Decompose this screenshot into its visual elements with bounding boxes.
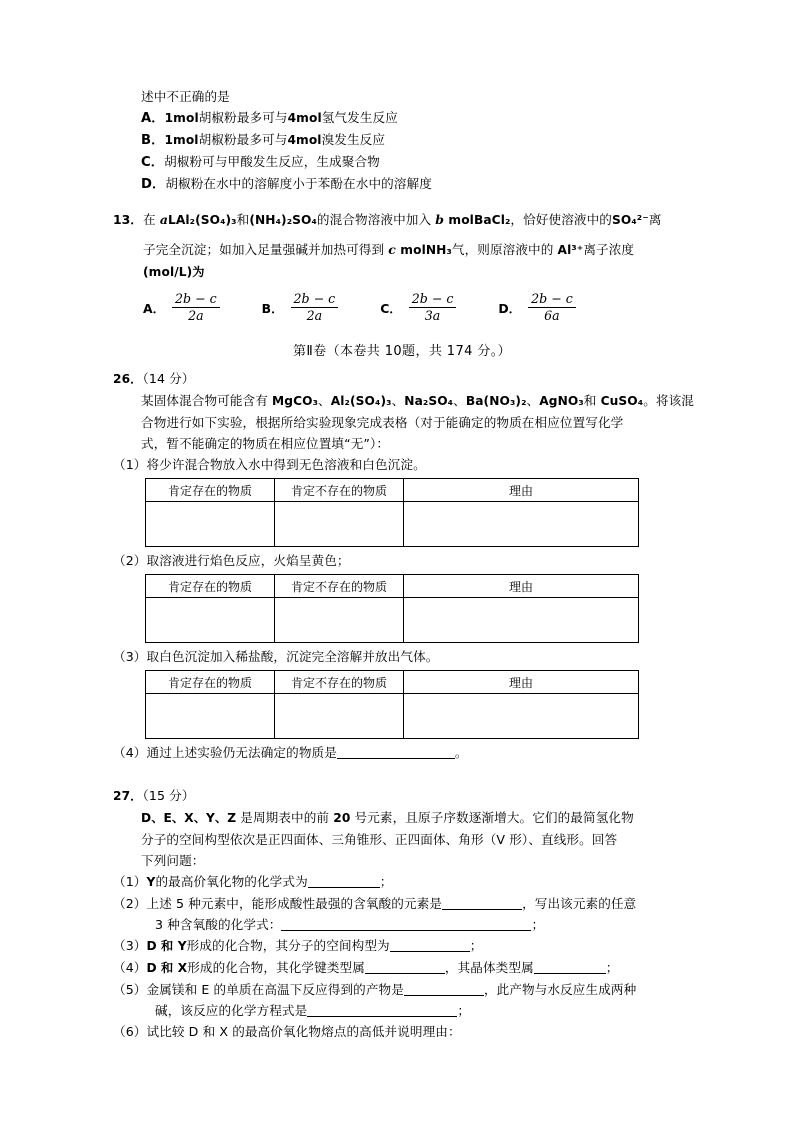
question-13-number: 13．: [113, 212, 143, 227]
q13-option-b: [262, 292, 339, 323]
q27-item-4-symbols: D 和 X: [146, 961, 188, 976]
q12-option-d-label: D．: [141, 177, 166, 192]
q13-l2-italic: c: [388, 242, 396, 257]
q13-stem-line-2: [143, 239, 691, 261]
q13-l2-c: 离子浓度: [583, 242, 635, 257]
q27-item-2-text-a: 上述 5 种元素中，能形成酸性最强的含氧酸的元素是: [146, 896, 443, 912]
q27-item-1-num: （1）: [113, 874, 147, 890]
answer-cell-reason[interactable]: [404, 598, 639, 643]
q13-option-c-fraction: [409, 292, 457, 323]
q27-item-2-text-b: ，写出该元素的任意: [522, 896, 637, 912]
q27-item-2-cont: [113, 914, 691, 935]
q27-item-1-symbol: Y: [146, 875, 156, 890]
spacer: [113, 195, 691, 209]
q12-option-b-label: B．: [141, 133, 165, 148]
q26-heading: [113, 368, 691, 390]
q13-option-b-denominator: 2a: [291, 307, 339, 323]
q27-item-1: [113, 871, 691, 893]
q27-heading: [113, 785, 691, 807]
q27-item-5-text-b: ，此产物与水反应生成两种: [483, 982, 637, 998]
q27-item-2-answer-blank-1[interactable]: [442, 896, 522, 910]
table-header-exists: 肯定存在的物质: [146, 575, 275, 598]
q13-option-a-numerator: 2b − c: [174, 291, 217, 306]
q27-item-5-cont-b: ；: [457, 1003, 471, 1019]
q27-item-2-cont-a: 3 种含氧酸的化学式：: [155, 917, 282, 933]
q27-stem-number: 20: [333, 811, 351, 826]
table-header-not-exists: 肯定不存在的物质: [275, 575, 404, 598]
question-13-block: [113, 209, 691, 323]
q27-item-4-num: （4）: [113, 960, 147, 976]
q13-option-c-numerator: 2b − c: [411, 291, 454, 306]
q13-stem-line-3: [143, 261, 691, 283]
q26-item-3-text: 取白色沉淀加入稀盐酸，沉淀完全溶解并放出气体。: [146, 649, 439, 665]
q26-stem-line-1: 某固体混合物可能含有 MgCO₃、Al₂(SO₄)₃、Na₂SO₄、Ba(NO₃)₂、AgNO₃和 CuSO₄。将该混: [141, 393, 694, 409]
q26-stem-line-2: 合物进行如下实验，根据所给实验现象完成表格（对于能确定的物质在相应位置写化学: [141, 415, 624, 431]
q26-item-4-text: 通过上述实验仍无法确定的物质是: [146, 745, 337, 761]
q27-item-6: [113, 1021, 691, 1042]
q26-item-1-text: 将少许混合物放入水中得到无色溶液和白色沉淀。: [146, 457, 426, 473]
q27-item-4-text-a: 形成的化合物，其化学键类型属: [187, 960, 365, 976]
q13-option-c-label: C．: [380, 300, 402, 316]
table-header-exists: 肯定存在的物质: [146, 479, 275, 502]
q12-option-a-amount2: 4mol: [287, 111, 322, 125]
q27-item-5-cont-a: 碱，该反应的化学方程式是: [155, 1003, 308, 1019]
q27-stem-a: 是周期表中的前: [236, 810, 334, 826]
table-header-reason: 理由: [404, 575, 639, 598]
q13-l2-chem-a: molNH₃: [395, 243, 452, 257]
q26-item-4: [113, 742, 691, 763]
question-13-body: [143, 209, 691, 323]
q26-formula-2: Al₂(SO₄)₃: [330, 394, 392, 409]
q26-item-4-num: （4）: [113, 745, 147, 761]
q27-item-3-text: 形成的化合物，其分子的空间构型为: [186, 938, 390, 954]
q27-item-3: [113, 935, 691, 957]
q12-option-a-amount1: 1mol: [164, 111, 199, 125]
page-content: [113, 86, 694, 1042]
q13-option-b-numerator: 2b − c: [293, 291, 336, 306]
q13-option-d-numerator: 2b − c: [531, 291, 573, 306]
q27-item-6-num: （6）: [113, 1024, 147, 1040]
table-row: [146, 502, 639, 547]
q13-option-c-denominator: 3a: [409, 307, 457, 323]
q27-score: （15 分）: [142, 788, 195, 804]
answer-cell-exists[interactable]: [146, 694, 275, 739]
q27-item-4: [113, 957, 691, 979]
q26-item-4-answer-blank[interactable]: [337, 745, 455, 759]
q26-stem-post: 。将该混: [643, 393, 694, 409]
answer-cell-reason[interactable]: [404, 694, 639, 739]
q26-stem-line-3: 式，暂不能确定的物质在相应位置填“无”）：: [141, 436, 390, 452]
q27-item-1-suffix: ；: [379, 874, 393, 890]
q27-number: 27．: [113, 789, 143, 804]
q12-option-d-text: 胡椒粉在水中的溶解度小于苯酚在水中的溶解度: [165, 176, 432, 191]
q27-item-1-answer-blank[interactable]: [308, 874, 380, 888]
q13-l1-italic-b: b: [435, 212, 445, 227]
q13-l3: (mol/L)为: [143, 265, 205, 279]
q27-item-5-text-a: 金属镁和 E 的单质在高温下反应得到的产物是: [146, 982, 404, 998]
q26-stem-pre: 某固体混合物可能含有: [141, 393, 273, 409]
q12-option-c-label: C．: [141, 155, 165, 170]
q13-l1-chem-b: (NH₄)₂SO₄: [249, 213, 317, 227]
q26-item-2-num: （2）: [113, 553, 147, 569]
q27-item-5-cont: [113, 1000, 691, 1021]
q27-item-3-num: （3）: [113, 938, 147, 954]
q13-l1-d: ，恰好使溶液中的: [510, 212, 612, 227]
q26-item-3: [113, 646, 691, 667]
q26-formula-6: CuSO₄: [600, 394, 644, 409]
q27-item-6-text: 试比较 D 和 X 的最高价氧化物熔点的高低并说明理由：: [146, 1024, 461, 1040]
q12-option-b-text: 胡椒粉最多可与: [198, 132, 288, 147]
q13-option-d-fraction: [528, 292, 576, 323]
q12-option-a-suffix: 氢气发生反应: [321, 110, 398, 125]
q26-item-4-period: 。: [454, 745, 468, 761]
q12-option-b-suffix: 溴发生反应: [321, 132, 386, 147]
q27-item-5-answer-blank-2[interactable]: [307, 1003, 457, 1017]
q26-number: 26．: [113, 372, 143, 387]
q13-l2-a: 子完全沉淀；如加入足量强碱并加热可得到: [143, 242, 389, 257]
q27-item-4-answer-blank-1[interactable]: [365, 960, 445, 974]
q13-l1-c: 的混合物溶液中加入: [316, 212, 436, 227]
q13-option-a-label: A．: [143, 300, 165, 316]
q13-option-a-fraction: [172, 292, 220, 323]
answer-cell-not-exists[interactable]: [275, 694, 404, 739]
q26-table-3: [145, 670, 639, 739]
table-row: [146, 598, 639, 643]
q13-option-d: [498, 292, 575, 323]
q13-option-b-fraction: [291, 292, 339, 323]
q13-l1-a: 在: [143, 212, 160, 227]
q13-l1-chem-d: SO₄²⁻: [611, 213, 649, 227]
q13-l2-b: 气，则原溶液中的: [451, 242, 558, 257]
q13-option-d-denominator: 6a: [528, 307, 576, 323]
q26-formula-5: AgNO₃: [539, 394, 584, 409]
q27-item-2-num: （2）: [113, 896, 147, 912]
q26-item-1-num: （1）: [113, 457, 147, 473]
q27-item-3-suffix: ；: [469, 938, 483, 954]
table-header-reason: 理由: [404, 671, 639, 694]
q26-stem-mid: 和: [583, 393, 601, 409]
q26-item-1: [113, 454, 691, 475]
q13-option-a: [143, 292, 220, 323]
spacer: [113, 763, 691, 785]
q27-item-5-answer-blank-1[interactable]: [404, 982, 484, 996]
q12-option-b: [113, 129, 691, 151]
q13-l1-italic-a: a: [159, 212, 168, 227]
q12-option-a-text: 胡椒粉最多可与: [198, 110, 288, 125]
q13-l2-chem-b: Al³⁺: [557, 243, 584, 257]
q13-option-d-label: D．: [498, 300, 522, 316]
q27-item-3-answer-blank[interactable]: [390, 938, 470, 952]
table-header-row: [146, 479, 639, 502]
q26-score: （14 分）: [142, 371, 195, 387]
q27-item-2: [113, 893, 691, 914]
question-12-tail-block: [113, 86, 691, 195]
q27-stem-line-3: 下列问题：: [141, 853, 205, 869]
q13-option-b-label: B．: [261, 300, 284, 316]
q27-item-3-symbols: D 和 Y: [146, 939, 187, 954]
q26-table-2: [145, 574, 639, 643]
question-27-block: [113, 785, 691, 1042]
q26-formula-1: MgCO₃: [272, 394, 319, 409]
table-header-not-exists: 肯定不存在的物质: [275, 671, 404, 694]
q12-option-d: [113, 173, 691, 195]
q13-l1-b: 和: [236, 212, 250, 227]
table-row: [146, 694, 639, 739]
q13-l1-chem-a: LAl₂(SO₄)₃: [167, 213, 237, 227]
q12-option-a-label: A．: [141, 111, 165, 126]
q27-item-5-num: （5）: [113, 982, 147, 998]
q13-l1-e: 离: [648, 212, 662, 227]
table-header-reason: 理由: [404, 479, 639, 502]
table-header-row: [146, 575, 639, 598]
question-26-block: [113, 368, 694, 763]
q27-stem-line-2: 分子的空间构型依次是正四面体、三角锥形、正四面体、角形（V 形）、直线形。回答: [141, 832, 618, 848]
q26-formula-4: Ba(NO₃)₂: [465, 394, 527, 409]
table-header-row: [146, 671, 639, 694]
q26-item-2: [113, 550, 691, 571]
q12-option-b-amount1: 1mol: [164, 133, 199, 147]
q12-stem-tail: 述中不正确的是: [141, 89, 230, 104]
q27-item-4-answer-blank-2[interactable]: [534, 960, 606, 974]
answer-cell-reason[interactable]: [404, 502, 639, 547]
q26-table-1: [145, 478, 639, 547]
q12-option-b-amount2: 4mol: [287, 133, 322, 147]
q27-elements: D、E、X、Y、Z: [141, 811, 237, 826]
q27-item-2-answer-blank-2[interactable]: [281, 917, 531, 931]
q13-l1-chem-c: molBaCl₂: [444, 213, 511, 227]
q27-stem-b: 号元素，且原子序数逐渐增大。它们的最简氢化物: [350, 810, 634, 826]
q26-formula-3: Na₂SO₄: [404, 394, 454, 409]
table-header-exists: 肯定存在的物质: [146, 671, 275, 694]
section-2-title: 第Ⅱ卷（本卷共 10题，共 174 分。）: [292, 344, 512, 360]
answer-cell-exists[interactable]: [146, 502, 275, 547]
q12-option-c: [113, 151, 691, 173]
q13-option-a-denominator: 2a: [172, 307, 220, 323]
q26-item-2-text: 取溶液进行焰色反应，火焰呈黄色；: [146, 553, 350, 569]
answer-cell-not-exists[interactable]: [275, 502, 404, 547]
q13-option-c: [380, 292, 456, 323]
q12-option-c-text: 胡椒粉可与甲酸发生反应，生成聚合物: [164, 154, 380, 169]
q13-stem-line-1: [143, 209, 691, 231]
q27-item-5: [113, 979, 691, 1000]
answer-cell-exists[interactable]: [146, 598, 275, 643]
q27-stem-line-1: [113, 807, 691, 829]
q27-item-1-text: 的最高价氧化物的化学式为: [155, 874, 308, 890]
table-header-not-exists: 肯定不存在的物质: [275, 479, 404, 502]
answer-cell-not-exists[interactable]: [275, 598, 404, 643]
q27-item-4-text-c: ；: [605, 960, 619, 976]
q27-item-2-cont-b: ；: [531, 917, 545, 933]
q12-option-a: [113, 107, 691, 129]
q27-item-4-text-b: ，其晶体类型属: [444, 960, 534, 976]
q26-item-3-num: （3）: [113, 649, 147, 665]
spacer: [143, 231, 691, 239]
q13-options-row: [143, 292, 691, 323]
